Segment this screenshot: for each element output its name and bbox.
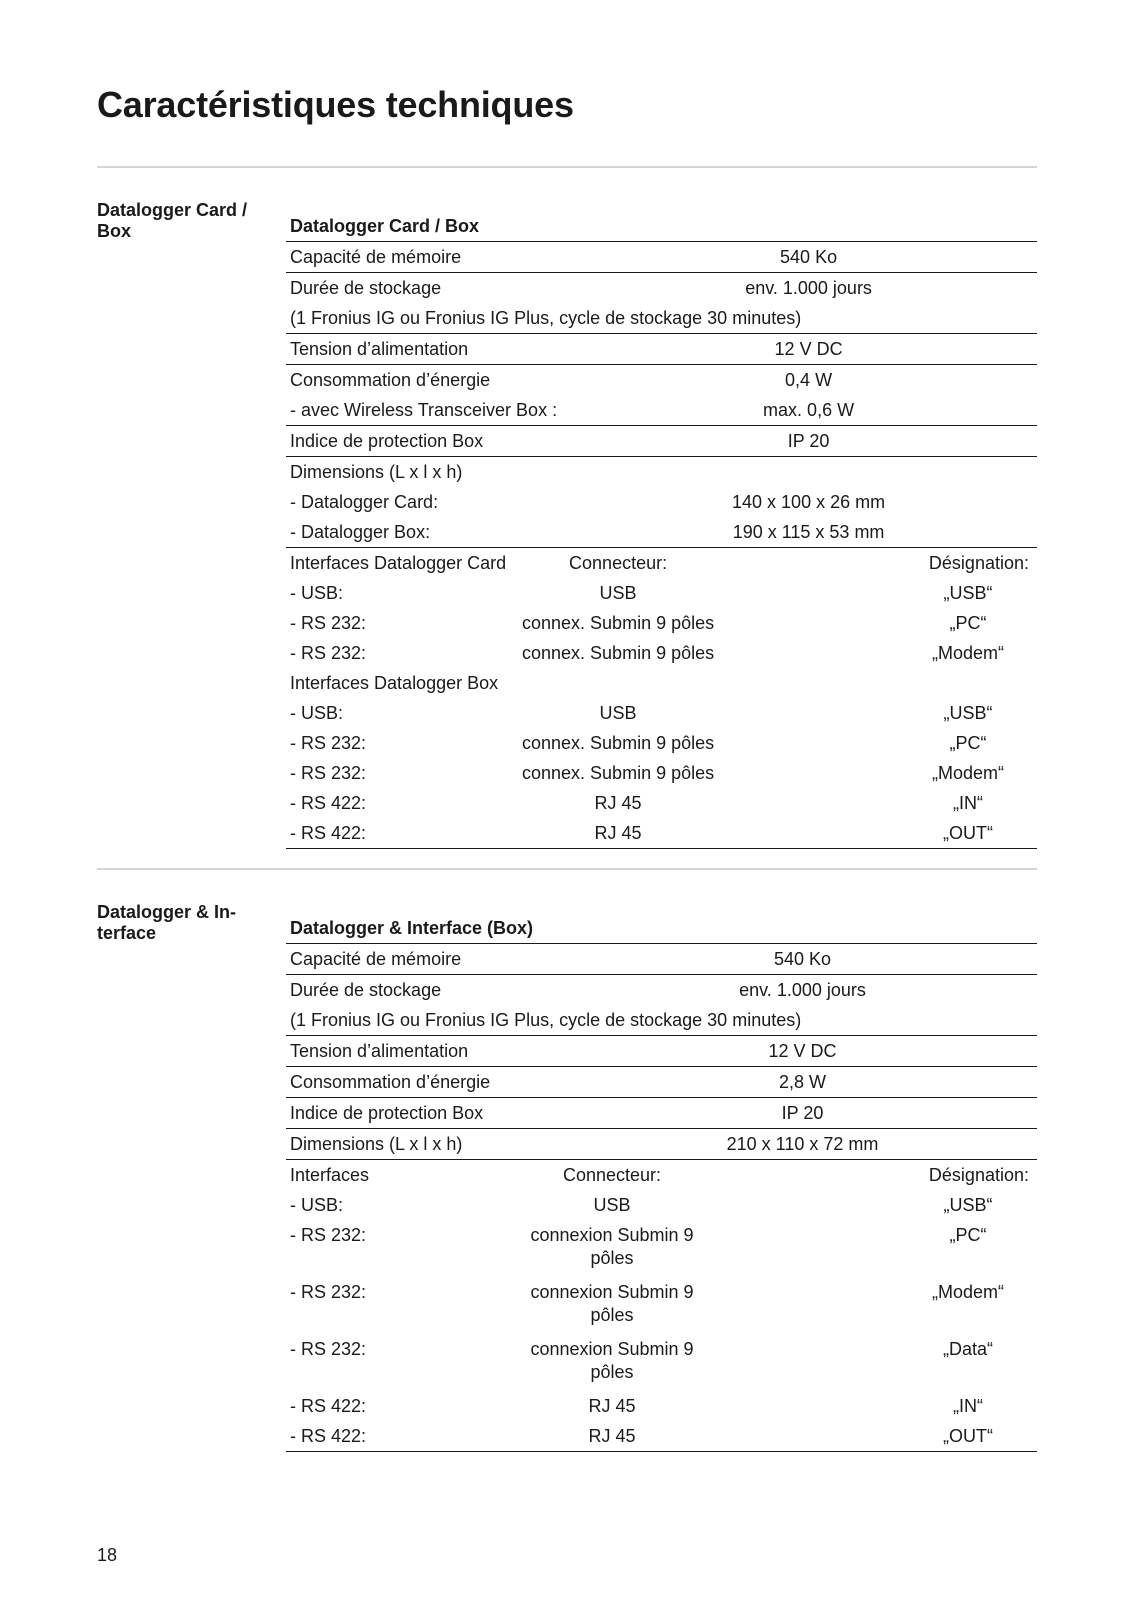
interface-designation: „IN“ <box>953 792 983 813</box>
spec-label: - avec Wireless Transceiver Box : <box>286 395 718 426</box>
spec-label: Durée de stockage <box>290 979 442 1000</box>
spec-value: max. 0,6 W <box>718 395 899 426</box>
interface-row <box>286 1190 1037 1220</box>
spec-row-protection <box>286 426 1037 457</box>
spec-table-interface-box <box>286 906 1037 1452</box>
spec-row-storage-note <box>286 303 1037 334</box>
interface-connector: USB <box>599 582 637 603</box>
designation-header: Désignation: <box>928 552 1029 573</box>
spec-value: 12 V DC <box>718 334 899 365</box>
spec-label: Durée de stockage <box>290 277 442 298</box>
spec-value: 0,4 W <box>785 369 833 390</box>
interface-designation: „OUT“ <box>899 818 1037 849</box>
section-divider <box>97 166 1037 168</box>
page-title: Caractéristiques techniques <box>97 84 574 125</box>
interface-label: - USB: <box>290 702 344 723</box>
interface-row <box>286 1220 1037 1277</box>
interface-row <box>286 788 1037 818</box>
interface-label: - RS 422: <box>286 818 518 849</box>
interfaces-label: Interfaces <box>290 1164 370 1185</box>
interface-label: - RS 422: <box>286 1421 518 1452</box>
spec-label: Capacité de mémoire <box>286 944 518 975</box>
spec-value: IP 20 <box>706 1098 899 1129</box>
table-title-row <box>286 204 1037 242</box>
spec-label: - Datalogger Box: <box>286 517 518 548</box>
interface-designation: „USB“ <box>943 1194 993 1215</box>
designation-header: Désignation: <box>928 1164 1029 1185</box>
interface-connector: connexion Submin 9 pôles <box>530 1282 694 1325</box>
interface-row <box>286 1421 1037 1452</box>
spec-value: env. 1.000 jours <box>739 979 866 1000</box>
page-number: 18 <box>97 1545 118 1565</box>
interfaces-header-row <box>286 548 1037 579</box>
spec-value: 190 x 115 x 53 mm <box>718 517 899 548</box>
section-label-card-box: Datalogger Card / Box <box>97 200 248 241</box>
interface-label: - RS 422: <box>290 1395 367 1416</box>
interface-designation: „Data“ <box>942 1339 993 1359</box>
spec-label: Consommation d’énergie <box>290 369 491 390</box>
spec-row-voltage <box>286 334 1037 365</box>
interface-row <box>286 728 1037 758</box>
spec-row-power <box>286 365 1037 396</box>
spec-label: Dimensions (L x l x h) <box>286 1129 518 1160</box>
interface-row <box>286 758 1037 788</box>
interface-label: - RS 232: <box>290 612 367 633</box>
spec-table-card-box <box>286 204 1037 849</box>
spec-row-protection <box>286 1098 1037 1129</box>
spec-note: (1 Fronius IG ou Fronius IG Plus, cycle de stockage 30 minutes) <box>286 1005 1037 1036</box>
spec-value: IP 20 <box>718 426 899 457</box>
interface-label: - RS 232: <box>290 1225 367 1245</box>
interface-label: - RS 232: <box>290 642 367 663</box>
interface-designation: „Modem“ <box>931 642 1004 663</box>
spec-label: Tension d’alimentation <box>286 334 518 365</box>
spec-row-memory <box>286 242 1037 273</box>
connector-header: Connecteur: <box>569 552 668 573</box>
interface-row <box>286 818 1037 849</box>
interface-connector: RJ 45 <box>518 1421 706 1452</box>
interface-connector: RJ 45 <box>588 1395 636 1416</box>
interface-label: - RS 232: <box>290 1339 367 1359</box>
spec-label: Capacité de mémoire <box>286 242 518 273</box>
spec-row-power <box>286 1067 1037 1098</box>
spec-label: Consommation d’énergie <box>286 1067 518 1098</box>
section-label-interface-box: Datalogger & In-terface <box>97 902 237 943</box>
spec-note: (1 Fronius IG ou Fronius IG Plus, cycle de stockage 30 minutes) <box>286 303 1037 334</box>
interface-label: - USB: <box>290 1194 344 1215</box>
spec-row-storage-note <box>286 1005 1037 1036</box>
interface-row <box>286 638 1037 668</box>
interface-row <box>286 578 1037 608</box>
interface-connector: connex. Submin 9 pôles <box>522 612 715 633</box>
interface-label: - RS 422: <box>290 792 367 813</box>
table-title-row <box>286 906 1037 944</box>
interface-connector: USB <box>593 1194 631 1215</box>
spec-row-memory <box>286 944 1037 975</box>
interface-designation: „PC“ <box>949 1225 987 1245</box>
interface-label: - RS 232: <box>290 762 367 783</box>
interface-connector: connex. Submin 9 pôles <box>522 642 715 663</box>
spec-row-dim-box <box>286 517 1037 548</box>
interface-connector: connex. Submin 9 pôles <box>522 732 715 753</box>
spec-row-dimensions <box>286 1129 1037 1160</box>
spec-value: 540 Ko <box>718 242 899 273</box>
interface-label: - RS 232: <box>290 732 367 753</box>
interfaces-label: Interfaces Datalogger Card <box>290 552 507 573</box>
interface-connector: RJ 45 <box>518 818 718 849</box>
interface-connector: connexion Submin 9 pôles <box>530 1339 694 1382</box>
interface-designation: „USB“ <box>943 582 993 603</box>
interface-row <box>286 1334 1037 1391</box>
interface-row <box>286 1277 1037 1334</box>
interface-label: - USB: <box>290 582 344 603</box>
spec-label: - Datalogger Card: <box>290 491 439 512</box>
spec-value: 210 x 110 x 72 mm <box>706 1129 899 1160</box>
interfaces-header-row <box>286 668 1037 698</box>
interface-row <box>286 608 1037 638</box>
spec-row-storage <box>286 273 1037 304</box>
spec-label: Tension d’alimentation <box>286 1036 518 1067</box>
interface-connector: connexion Submin 9 pôles <box>530 1225 694 1268</box>
spec-row-dimensions <box>286 457 1037 488</box>
interfaces-header-row <box>286 1160 1037 1191</box>
spec-label: Dimensions (L x l x h) <box>290 461 463 482</box>
spec-row-power-wireless <box>286 395 1037 426</box>
spec-label: Indice de protection Box <box>286 426 518 457</box>
table-title: Datalogger Card / Box <box>286 204 1037 242</box>
interface-connector: USB <box>599 702 637 723</box>
interface-label: - RS 232: <box>290 1282 367 1302</box>
table-title: Datalogger & Interface (Box) <box>286 906 1037 944</box>
interface-designation: „PC“ <box>949 612 987 633</box>
interface-designation: „OUT“ <box>899 1421 1037 1452</box>
spec-value: 140 x 100 x 26 mm <box>732 491 886 512</box>
interface-row <box>286 698 1037 728</box>
interface-designation: „Modem“ <box>931 1282 1004 1302</box>
connector-header: Connecteur: <box>562 1164 662 1185</box>
spec-row-voltage <box>286 1036 1037 1067</box>
spec-value: 12 V DC <box>706 1036 899 1067</box>
interface-connector: connex. Submin 9 pôles <box>522 762 715 783</box>
section-divider <box>97 868 1037 870</box>
spec-row-dim-card <box>286 487 1037 517</box>
interface-connector: RJ 45 <box>594 792 642 813</box>
spec-value: 540 Ko <box>706 944 899 975</box>
interface-designation: „IN“ <box>953 1395 983 1416</box>
interface-row <box>286 1391 1037 1421</box>
spec-value: 2,8 W <box>706 1067 899 1098</box>
spec-row-storage <box>286 975 1037 1006</box>
interface-designation: „Modem“ <box>931 762 1004 783</box>
interface-designation: „USB“ <box>943 702 993 723</box>
interfaces-label: Interfaces Datalogger Box <box>290 672 499 693</box>
interface-designation: „PC“ <box>949 732 987 753</box>
spec-label: Indice de protection Box <box>286 1098 518 1129</box>
spec-value: env. 1.000 jours <box>745 277 872 298</box>
